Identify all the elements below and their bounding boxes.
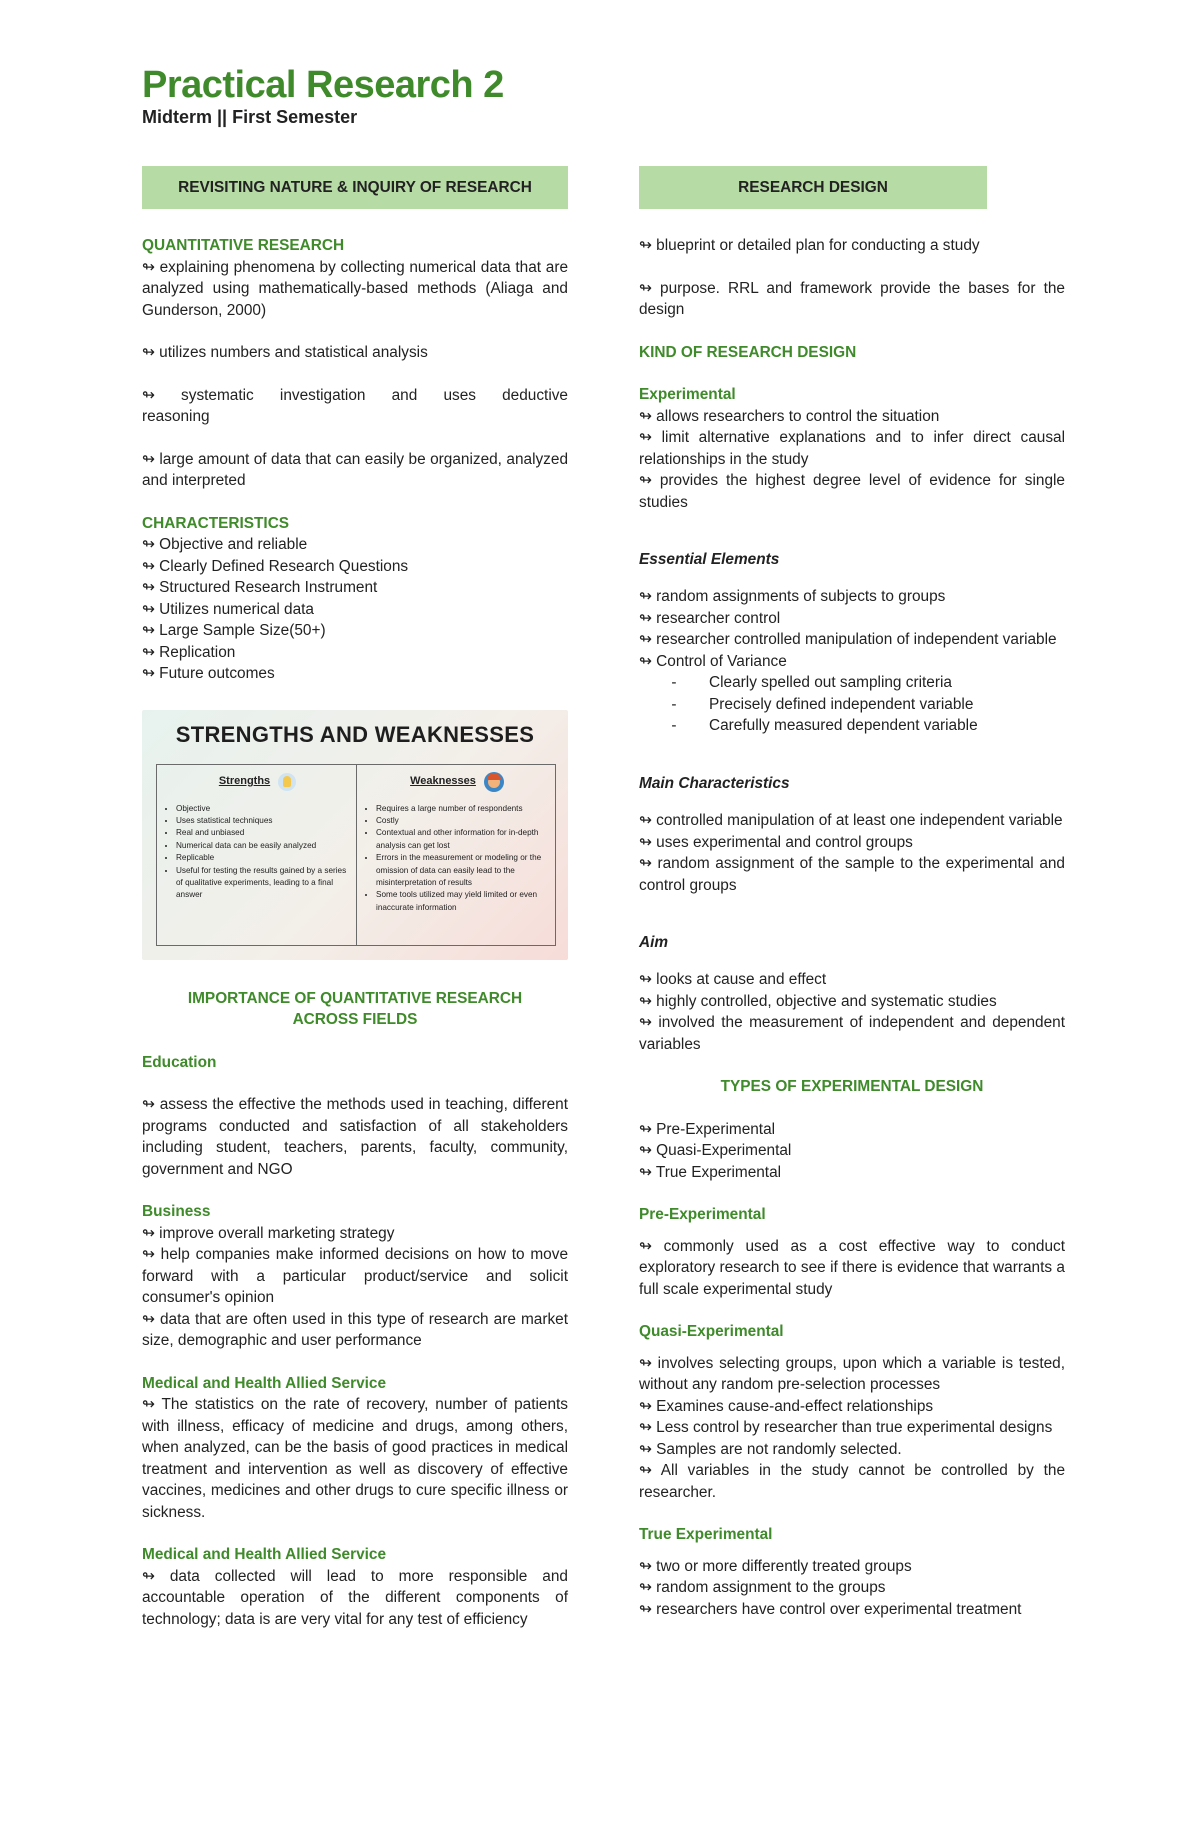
education-text: ↬ assess the effective the methods used in teaching, different programs conducted and satisfaction of all stakeholders including student, teachers, parents, faculty, community, government and NGO (142, 1096, 568, 1178)
medical-text: ↬ The statistics on the rate of recovery, number of patients with illness, efficacy of medicine and drugs, among others, when analyzed, can be the basis of good practices in medical treatment and intervention as well as discovery of effective vaccines, medicines and other drugs to cure specific illness or sickness. (142, 1396, 568, 1521)
true-experimental-heading: True Experimental (639, 1526, 773, 1544)
weakness-item: • Costly (376, 815, 547, 827)
essential-item: ↬ researcher control (639, 609, 781, 627)
strength-item: • Real and unbiased (176, 827, 348, 839)
characteristic-item: ↬ Objective and reliable (142, 536, 308, 553)
characteristic-item: ↬ Future outcomes (142, 665, 275, 682)
quasi-item: ↬ Examines cause-and-effect relationships (639, 1397, 934, 1415)
weaknesses-column (356, 765, 555, 945)
importance-heading-line2: ACROSS FIELDS (292, 1011, 418, 1028)
quasi-item: ↬ All variables in the study cannot be controlled by the researcher. (639, 1462, 1065, 1501)
variance-subitem: - Carefully measured dependent variable (671, 717, 978, 735)
strength-item: • Uses statistical techniques (176, 815, 348, 827)
essential-elements-heading: Essential Elements (639, 551, 780, 569)
experimental-item: ↬ allows researchers to control the situation (639, 407, 940, 425)
quant-item: ↬ large amount of data that can easily be organized, analyzed and interpreted (142, 450, 568, 489)
quasi-item: ↬ Samples are not randomly selected. (639, 1440, 902, 1458)
importance-heading: IMPORTANCE OF QUANTITATIVE RESEARCH (187, 989, 523, 1007)
weakness-item: • Some tools utilized may yield limited or even inaccurate information (376, 889, 547, 914)
business-item: ↬ improve overall marketing strategy (142, 1224, 395, 1242)
left-column (142, 166, 568, 1630)
page-title: Practical Research 2 (142, 64, 504, 106)
strength-item: • Replicable (176, 852, 348, 864)
kind-of-design-heading: KIND OF RESEARCH DESIGN (639, 343, 857, 361)
types-of-design-heading: TYPES OF EXPERIMENTAL DESIGN (720, 1078, 984, 1096)
experimental-heading: Experimental (639, 386, 736, 403)
essential-item: ↬ Control of Variance (639, 652, 787, 670)
experimental-item: ↬ provides the highest degree level of evidence for single studies (639, 472, 1065, 511)
weakness-item: • Contextual and other information for in-depth analysis can get lost (376, 827, 547, 852)
strength-item: • Useful for testing the results gained by a series of qualitative experiments, leading to a final answer (176, 865, 348, 902)
characteristic-item: ↬ Utilizes numerical data (142, 600, 314, 618)
quant-item: ↬ explaining phenomena by collecting numerical data that are analyzed using mathematically-based methods (Aliaga and Gunderson, 2000) (142, 258, 568, 319)
true-item: ↬ researchers have control over experimental treatment (639, 1600, 1022, 1618)
variance-subitem: - Precisely defined independent variable (671, 695, 974, 713)
quantitative-research-heading: QUANTITATIVE RESEARCH (142, 237, 345, 254)
right-column (639, 166, 1065, 1620)
quant-item: ↬ systematic investigation and uses deductive reasoning (142, 386, 568, 425)
business-heading: Business (142, 1203, 211, 1220)
strengths-label: Strengths (218, 774, 271, 787)
pre-experimental-heading: Pre-Experimental (639, 1206, 766, 1224)
characteristic-item: ↬ Large Sample Size(50+) (142, 622, 326, 639)
strengths-column (157, 765, 356, 945)
design-intro-item: ↬ blueprint or detailed plan for conducting a study (639, 237, 980, 254)
education-heading: Education (142, 1053, 217, 1071)
person-avatar-icon (484, 772, 504, 792)
weaknesses-list (367, 803, 547, 915)
quasi-experimental-heading: Quasi-Experimental (639, 1323, 784, 1341)
characteristic-item: ↬ Replication (142, 643, 236, 661)
aim-item: ↬ involved the measurement of independent and dependent variables (639, 1014, 1065, 1053)
weakness-item: • Requires a large number of respondents (376, 803, 547, 815)
main-char-item: ↬ controlled manipulation of at least one independent variable (639, 812, 1063, 830)
strengths-list (167, 803, 348, 902)
strength-item: • Numerical data can be easily analyzed (176, 840, 348, 852)
sw-figure-title: STRENGTHS AND WEAKNESSES (175, 721, 535, 747)
aim-item: ↬ looks at cause and effect (639, 971, 827, 989)
design-intro-item: ↬ purpose. RRL and framework provide the bases for the design (639, 279, 1065, 318)
characteristic-item: ↬ Structured Research Instrument (142, 579, 378, 596)
strength-item: • Objective (176, 803, 348, 815)
medical-heading: Medical and Health Allied Service (142, 1374, 387, 1392)
true-item: ↬ two or more differently treated groups (639, 1557, 912, 1575)
main-characteristics-heading: Main Characteristics (639, 775, 790, 793)
experimental-item: ↬ limit alternative explanations and to infer direct causal relationships in the study (639, 429, 1065, 468)
aim-heading: Aim (639, 934, 669, 952)
quasi-item: ↬ involves selecting groups, upon which a variable is tested, without any random pre-selection processes (639, 1354, 1065, 1394)
business-item: ↬ data that are often used in this type of research are market size, demographic and user performance (142, 1310, 568, 1349)
aim-item: ↬ highly controlled, objective and systematic studies (639, 992, 997, 1010)
business-item: ↬ help companies make informed decisions on how to move forward with a particular product/service and solicit consumer's opinion (142, 1246, 568, 1306)
medical-heading-2: Medical and Health Allied Service (142, 1546, 387, 1563)
type-item: ↬ Quasi-Experimental (639, 1142, 792, 1160)
quasi-item: ↬ Less control by researcher than true experimental designs (639, 1419, 1053, 1437)
essential-item: ↬ researcher controlled manipulation of independent variable (639, 631, 1057, 649)
characteristics-heading: CHARACTERISTICS (142, 514, 290, 532)
quant-item: ↬ utilizes numbers and statistical analysis (142, 344, 428, 361)
characteristic-item: ↬ Clearly Defined Research Questions (142, 557, 409, 575)
pre-experimental-text: ↬ commonly used as a cost effective way to conduct exploratory research to see if there is evidence that warrants a full scale experimental study (639, 1237, 1065, 1298)
type-item: ↬ Pre-Experimental (639, 1120, 776, 1138)
main-char-item: ↬ random assignment of the sample to the experimental and control groups (639, 855, 1065, 894)
type-item: ↬ True Experimental (639, 1163, 782, 1181)
section-banner-nature-inquiry: REVISITING NATURE & INQUIRY OF RESEARCH (142, 166, 568, 209)
weaknesses-label: Weaknesses (410, 774, 476, 787)
section-banner-research-design: RESEARCH DESIGN (639, 166, 987, 209)
essential-item: ↬ random assignments of subjects to groups (639, 588, 946, 606)
weakness-item: • Errors in the measurement or modeling or the omission of data can easily lead to the misinterpretation of results (376, 852, 547, 889)
variance-subitem: - Clearly spelled out sampling criteria (671, 674, 952, 692)
strengths-weaknesses-figure (142, 710, 568, 960)
true-item: ↬ random assignment to the groups (639, 1579, 886, 1597)
sw-table (156, 764, 556, 946)
main-char-item: ↬ uses experimental and control groups (639, 833, 913, 851)
lightbulb-icon (278, 773, 296, 791)
medical-text-2: ↬ data collected will lead to more responsible and accountable operation of the different components of technology; data is are very vital for any test of efficiency (142, 1567, 568, 1628)
page-subtitle: Midterm || First Semester (142, 107, 358, 127)
